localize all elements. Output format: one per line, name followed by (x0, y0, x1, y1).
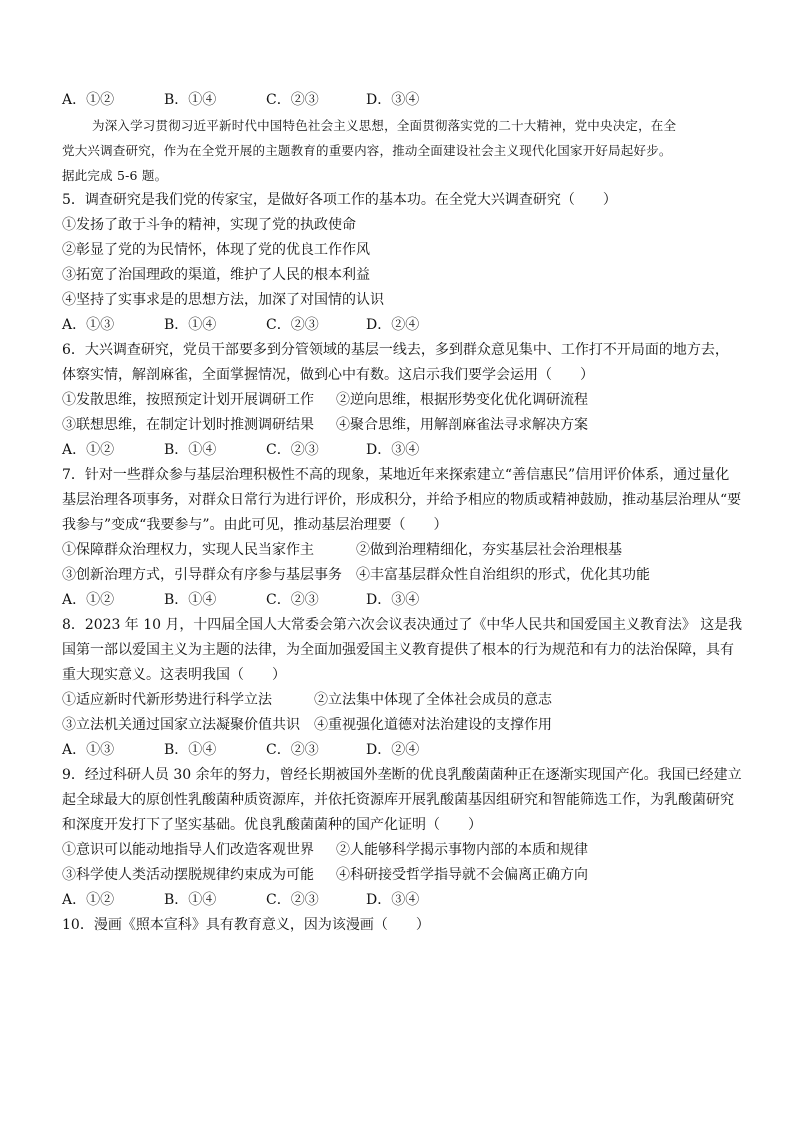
q9-stem-line-1: 9．经过科研人员 30 余年的努力，曾经长期被国外垄断的优良乳酸菌菌种正在逐渐实现国产化。我国已经建立 (62, 767, 742, 783)
option-a[interactable]: A．①③ (62, 742, 115, 758)
option-b[interactable]: B．①④ (164, 442, 217, 458)
q9-item-3: ③科学使人类活动摆脱规律约束成为可能 (62, 867, 314, 883)
q6-stem-line-1: 6．大兴调查研究，党员干部要多到分管领域的基层一线去，多到群众意见集中、工作打不开局面的地方去， (62, 342, 729, 358)
q7-item-2: ②做到治理精细化，夯实基层社会治理根基 (356, 542, 622, 558)
q5-item-3: ③拓宽了治国理政的渠道，维护了人民的根本利益 (62, 267, 370, 283)
q5-item-1: ①发扬了敢于斗争的精神，实现了党的执政使命 (62, 217, 356, 233)
q6-item-4: ④聚合思维，用解剖麻雀法寻求解决方案 (336, 417, 588, 433)
q6-stem-line-2: 体察实情，解剖麻雀，全面掌握情况，做到心中有数。这启示我们要学会运用（ ） (62, 367, 594, 383)
q8-item-4: ④重视强化道德对法治建设的支撑作用 (314, 717, 552, 733)
q6-item-3: ③联想思维，在制定计划时推测调研结果 (62, 417, 314, 433)
q7-item-4: ④丰富基层群众性自治组织的形式，优化其功能 (356, 567, 650, 583)
option-b[interactable]: B．①④ (164, 742, 217, 758)
q8-item-2: ②立法集中体现了全体社会成员的意志 (314, 692, 552, 708)
intro-line-3: 据此完成 5-6 题。 (62, 168, 168, 183)
q7-stem-line-1: 7．针对一些群众参与基层治理积极性不高的现象，某地近年来探索建立“善信惠民”信用评价体系，通过量化 (62, 467, 730, 483)
q7-stem-line-3: 我参与”变成“我要参与”。由此可见，推动基层治理要（ ） (62, 517, 448, 533)
option-d[interactable]: D．②④ (366, 317, 420, 333)
q5-item-4: ④坚持了实事求是的思想方法，加深了对国情的认识 (62, 292, 384, 308)
q8-item-1: ①适应新时代新形势进行科学立法 (62, 692, 272, 708)
option-c[interactable]: C．②③ (266, 317, 319, 333)
q9-item-1: ①意识可以能动地指导人们改造客观世界 (62, 842, 314, 858)
q10-stem: 10．漫画《照本宣科》具有教育意义，因为该漫画（ ） (62, 917, 430, 933)
intro-line-2: 党大兴调查研究，作为在全党开展的主题教育的重要内容，推动全面建设社会主义现代化国家开好局起好步。 (62, 143, 672, 158)
q8-stem-line-1: 8．2023 年 10 月，十四届全国人大常委会第六次会议表决通过了《中华人民共和国爱国主义教育法》 这是我 (62, 617, 743, 633)
option-b[interactable]: B．①④ (164, 892, 217, 908)
q6-item-1: ①发散思维，按照预定计划开展调研工作 (62, 392, 314, 408)
option-d[interactable]: D．③④ (366, 442, 420, 458)
q8-stem-line-2: 国第一部以爱国主义为主题的法律，为全面加强爱国主义教育提供了根本的行为规范和有力的法治保障，具有 (62, 642, 734, 658)
option-a[interactable]: A．①② (62, 442, 115, 458)
option-b[interactable]: B．①④ (164, 317, 217, 333)
q9-item-4: ④科研接受哲学指导就不会偏离正确方向 (336, 867, 588, 883)
q9-item-2: ②人能够科学揭示事物内部的本质和规律 (336, 842, 588, 858)
q6-item-2: ②逆向思维，根据形势变化优化调研流程 (336, 392, 588, 408)
option-d[interactable]: D．③④ (366, 92, 420, 108)
q9-stem-line-3: 和深度开发打下了坚实基础。优良乳酸菌菌种的国产化证明（ ） (62, 817, 482, 833)
q7-stem-line-2: 基层治理各项事务，对群众日常行为进行评价，形成积分，并给予相应的物质或精神鼓励，推动基层治理从“要 (62, 492, 742, 508)
option-a[interactable]: A．①② (62, 592, 115, 608)
option-c[interactable]: C．②③ (266, 742, 319, 758)
option-d[interactable]: D．③④ (366, 892, 420, 908)
option-c[interactable]: C．②③ (266, 442, 319, 458)
option-a[interactable]: A．①② (62, 892, 115, 908)
q8-item-3: ③立法机关通过国家立法凝聚价值共识 (62, 717, 300, 733)
option-a[interactable]: A．①② (62, 92, 115, 108)
intro-line-1: 为深入学习贯彻习近平新时代中国特色社会主义思想，全面贯彻落实党的二十大精神，党中央决定，在全 (92, 118, 677, 133)
option-d[interactable]: D．②④ (366, 742, 420, 758)
option-a[interactable]: A．①③ (62, 317, 115, 333)
q5-item-2: ②彰显了党的为民情怀，体现了党的优良工作作风 (62, 242, 370, 258)
option-b[interactable]: B．①④ (164, 592, 217, 608)
q5-stem: 5．调查研究是我们党的传家宝，是做好各项工作的基本功。在全党大兴调查研究（ ） (62, 192, 617, 208)
q7-item-3: ③创新治理方式，引导群众有序参与基层事务 (62, 567, 342, 583)
q9-stem-line-2: 起全球最大的原创性乳酸菌种质资源库，并依托资源库开展乳酸菌基因组研究和智能筛选工作，为乳酸菌研究 (62, 792, 734, 808)
option-c[interactable]: C．②③ (266, 592, 319, 608)
option-c[interactable]: C．②③ (266, 892, 319, 908)
q7-item-1: ①保障群众治理权力，实现人民当家作主 (62, 542, 314, 558)
option-c[interactable]: C．②③ (266, 92, 319, 108)
q8-stem-line-3: 重大现实意义。这表明我国（ ） (62, 667, 286, 683)
option-b[interactable]: B．①④ (164, 92, 217, 108)
option-d[interactable]: D．③④ (366, 592, 420, 608)
